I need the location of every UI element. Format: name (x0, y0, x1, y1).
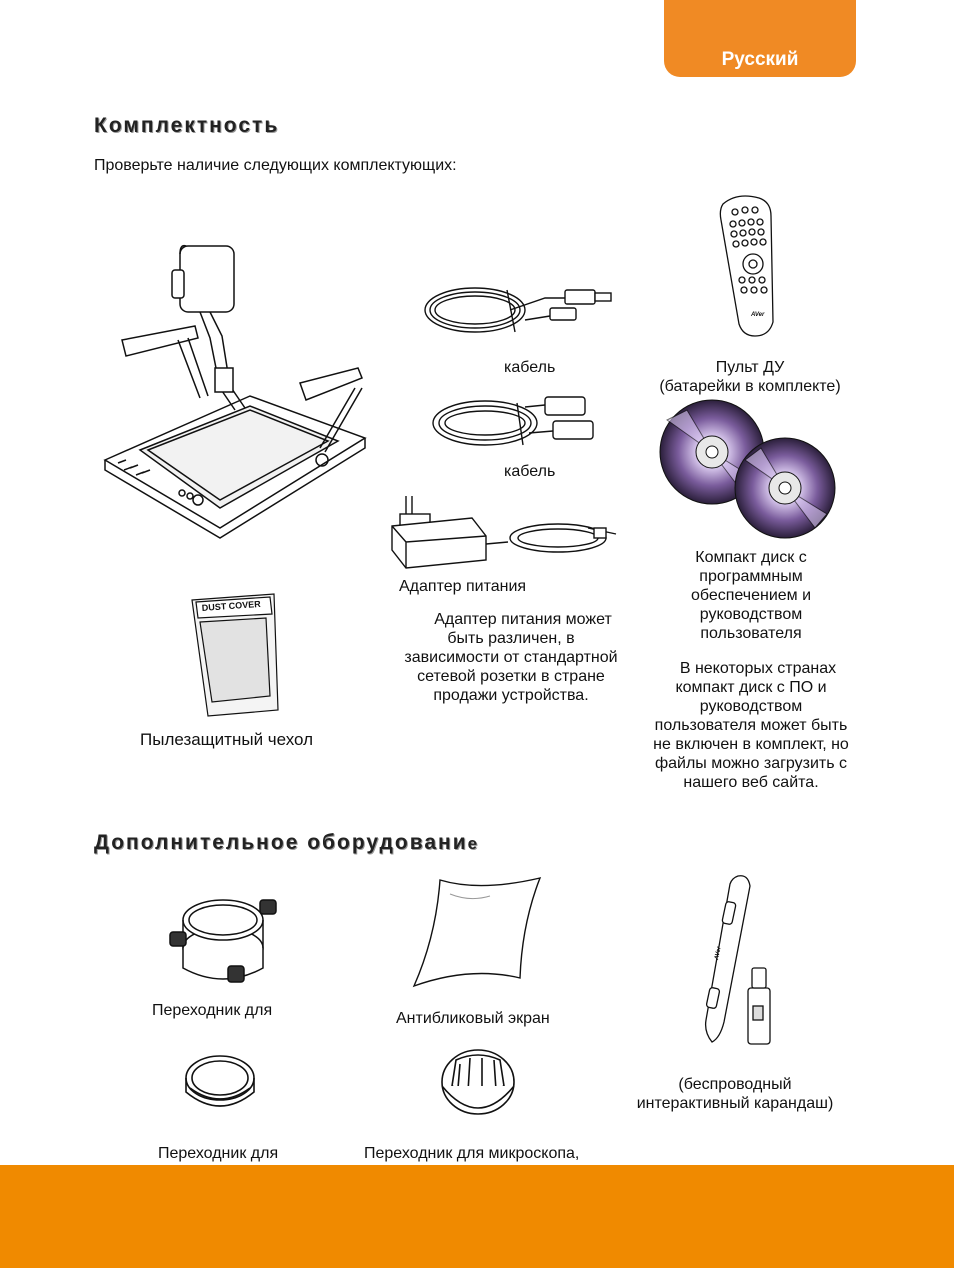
cd-note-line: файлы можно загрузить с (654, 755, 848, 772)
remote-label (640, 358, 860, 396)
microscope-label: Переходник для микроскопа, (364, 1145, 580, 1162)
cd-note-line: компакт диск с ПО и (675, 679, 827, 696)
cd-note-line: В некоторых странах (679, 660, 837, 677)
adapter2-label: Переходник для (158, 1145, 279, 1162)
document-camera-illustration (100, 238, 370, 538)
footer-band (0, 1165, 954, 1268)
adapter-label: Адаптер питания (399, 578, 527, 595)
pen-label-line2: интерактивный карандаш) (636, 1095, 834, 1112)
pen-brand-text: AVer (714, 946, 723, 961)
cable2-label: кабель (504, 463, 556, 480)
adapter-note-line: продажи устройства. (433, 687, 589, 704)
dust-cover-label: Пылезащитный чехол (140, 730, 314, 749)
section-title-contents: Комплектность (94, 114, 280, 137)
adapter-note-line: зависимости от стандартной (404, 649, 618, 666)
adapter-ring2-illustration (180, 1048, 260, 1120)
remote-brand-text: AVer (751, 312, 765, 318)
cable1-label: кабель (504, 359, 556, 376)
cd-label-line: программным (699, 568, 803, 585)
adapter-note-line: быть различен, в (447, 630, 575, 647)
section-title-optional-tail: е (467, 834, 480, 853)
power-adapter-illustration (388, 488, 623, 573)
adapter1-label: Переходник для (152, 1002, 273, 1019)
cd-label (640, 548, 862, 643)
adapter-note-line: сетевой розетки в стране (417, 668, 605, 685)
vga-cable-illustration (425, 385, 605, 455)
remote-control-illustration (715, 192, 785, 337)
antiglare-label: Антибликовый экран (396, 1010, 550, 1027)
cd-note (640, 659, 862, 792)
cd-note-line: руководством (699, 698, 803, 715)
cd-label-line: Компакт диск с (695, 549, 807, 566)
wireless-pen-illustration (694, 872, 784, 1047)
intro-text: Проверьте наличие следующих комплектующих: (94, 157, 457, 174)
pen-label (620, 1075, 850, 1113)
adapter-ring-illustration (168, 890, 280, 990)
pen-label-line1: (беспроводный (678, 1076, 792, 1093)
cd-note-line: не включен в комплект, но (653, 736, 849, 753)
cd-discs-illustration (657, 410, 842, 535)
language-tab (664, 0, 856, 77)
usb-cable-illustration (415, 280, 615, 340)
cd-note-line: нашего веб сайта. (683, 774, 819, 791)
section-title-optional-main: Дополнительное оборудовани (94, 831, 468, 854)
adapter-note (395, 610, 627, 705)
language-tab-label: Русский (721, 49, 799, 70)
cd-label-line: руководством (699, 606, 803, 623)
dust-cover-print: DUST COVER (201, 598, 262, 613)
remote-label-line1: Пульт ДУ (715, 359, 785, 376)
microscope-adapter-illustration (438, 1046, 520, 1130)
cd-label-line: пользователя (700, 625, 802, 642)
antiglare-sheet-illustration (410, 874, 545, 994)
section-title-optional (94, 831, 479, 855)
dust-cover-illustration (190, 592, 280, 717)
adapter-note-line: Адаптер питания может (434, 611, 612, 628)
cd-note-line: пользователя может быть (654, 717, 848, 734)
cd-label-line: обеспечением и (690, 587, 812, 604)
remote-label-line2: (батарейки в комплекте) (659, 378, 841, 395)
